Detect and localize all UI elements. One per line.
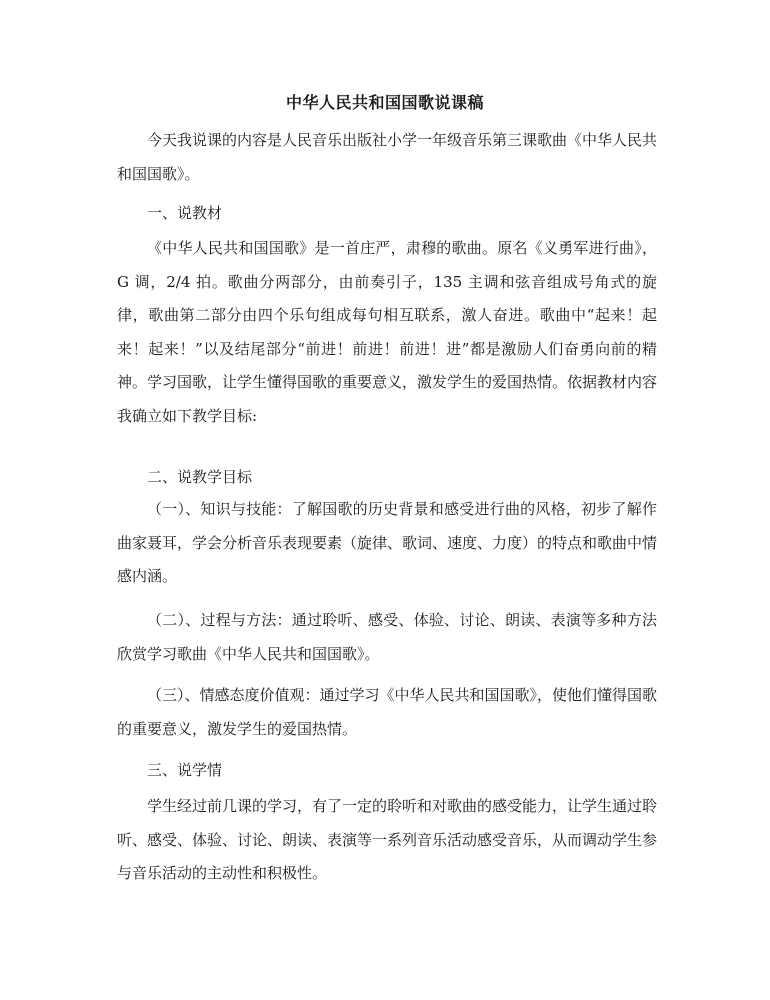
textbook-paragraph: 《中华人民共和国国歌》是一首庄严，肃穆的歌曲。原名《义勇军进行曲》，G 调，2/4 拍。歌曲分两部分，由前奏引子，135 主调和弦音组成号角式的旋律，歌曲第二部分由四个乐句组成每句相互联系，激人奋进。歌曲中“起来！起来！起来！”以及结尾部分“前进！前进！前进！进”都是激励人们奋勇向前的精神。学习国歌，让学生懂得国歌的重要意义，激发学生的爱国热情。依据教材内容我确立如下教学目标: bbox=[117, 239, 658, 425]
goal-knowledge-paragraph: （一）、知识与技能：了解国歌的历史背景和感受进行曲的风格，初步了解作曲家聂耳，学会分析音乐表现要素（旋律、歌词、速度、力度）的特点和歌曲中情感内涵。 bbox=[117, 500, 658, 585]
section-heading-students: 三、说学情 bbox=[147, 761, 223, 779]
section-heading-goals: 二、说教学目标 bbox=[147, 468, 253, 486]
goal-emotion-paragraph: （三）、情感态度价值观：通过学习《中华人民共和国国歌》，使他们懂得国歌的重要意义，激发学生的爱国热情。 bbox=[117, 686, 658, 738]
document-title: 中华人民共和国国歌说课稿 bbox=[285, 93, 484, 112]
intro-paragraph: 今天我说课的内容是人民音乐出版社小学一年级音乐第三课歌曲《中华人民共和国国歌》。 bbox=[117, 131, 658, 183]
section-heading-textbook: 一、说教材 bbox=[147, 204, 223, 222]
students-paragraph: 学生经过前几课的学习，有了一定的聆听和对歌曲的感受能力，让学生通过聆听、感受、体验、讨论、朗读、表演等一系列音乐活动感受音乐，从而调动学生参与音乐活动的主动性和积极性。 bbox=[117, 797, 658, 882]
goal-process-paragraph: （二）、过程与方法：通过聆听、感受、体验、讨论、朗读、表演等多种方法欣赏学习歌曲《中华人民共和国国歌》。 bbox=[117, 611, 657, 663]
